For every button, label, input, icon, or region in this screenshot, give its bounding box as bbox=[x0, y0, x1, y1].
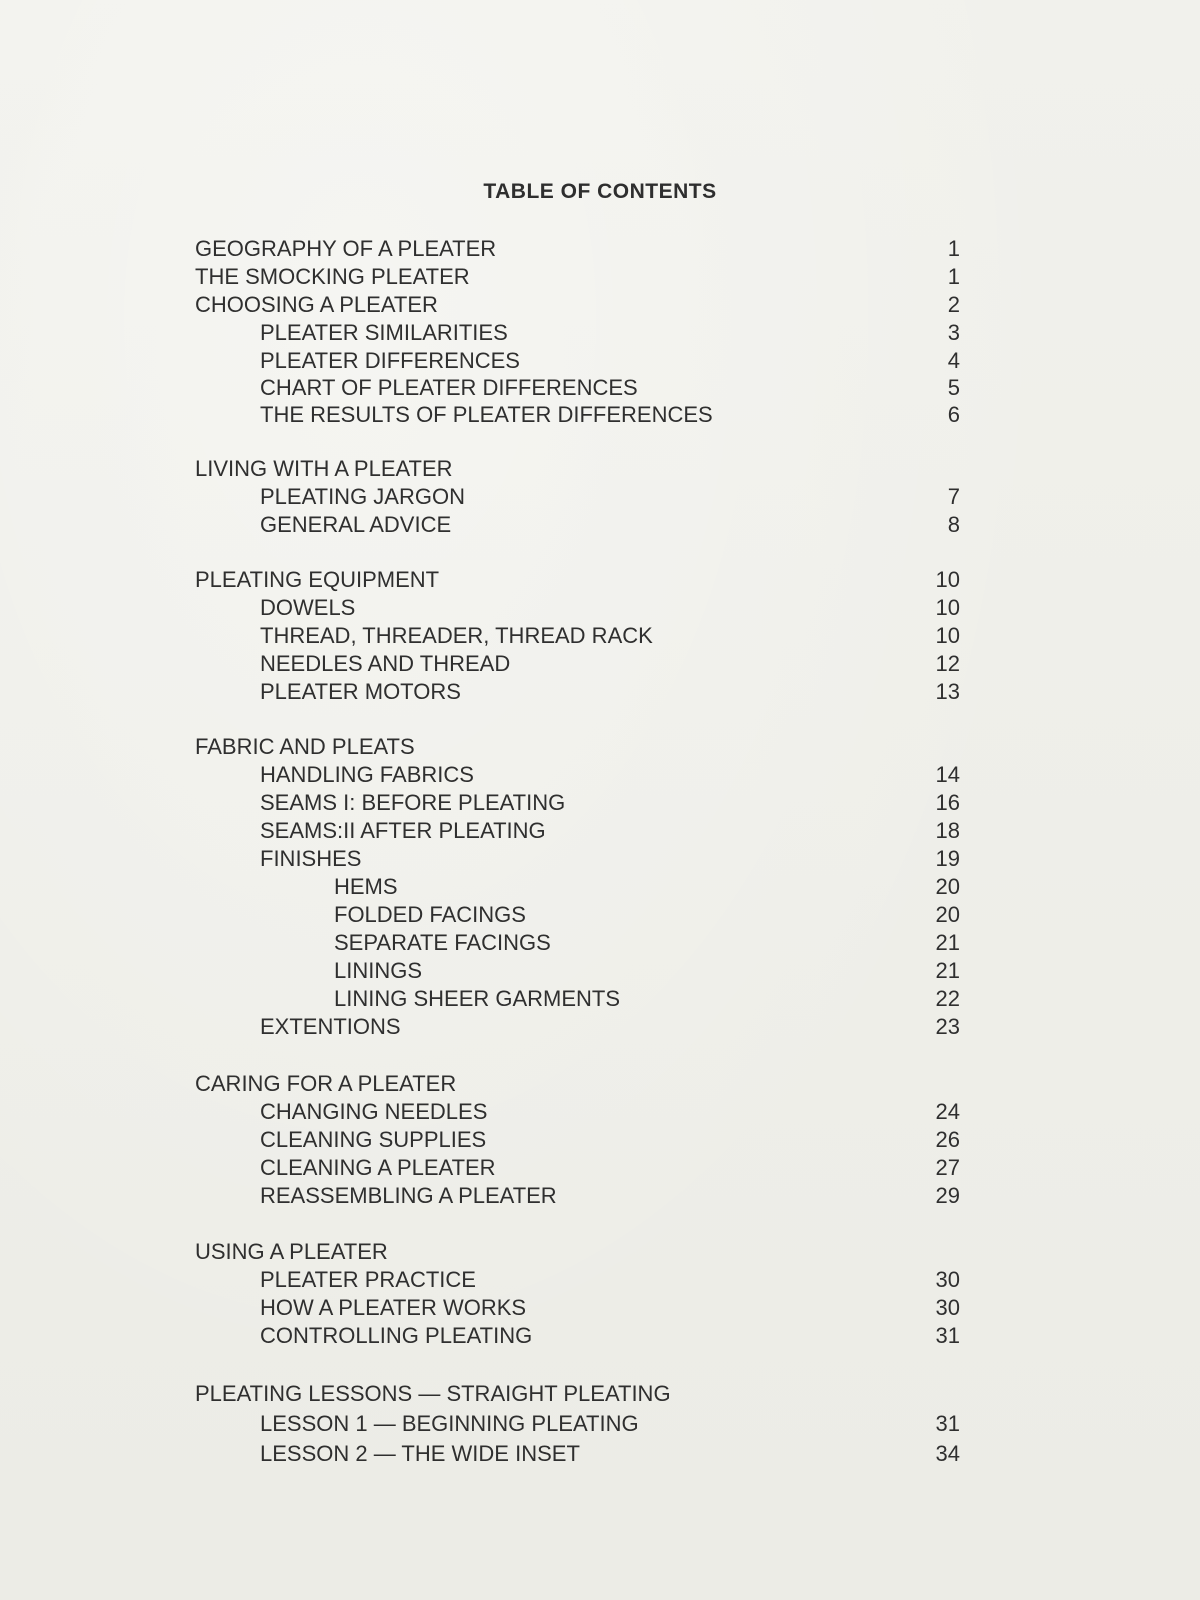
toc-entry-label: USING A PLEATER bbox=[195, 1239, 388, 1264]
toc-entry bbox=[0, 789, 1200, 817]
toc-entry-label: NEEDLES AND THREAD bbox=[260, 651, 511, 676]
toc-entry-page-number: 6 bbox=[947, 402, 960, 427]
toc-entry-label: DOWELS bbox=[260, 595, 356, 620]
toc-entry-page-number: 31 bbox=[935, 1323, 960, 1348]
toc-entry bbox=[0, 845, 1200, 873]
toc-entry-page-number: 21 bbox=[935, 958, 960, 983]
toc-entry-label: CHANGING NEEDLES bbox=[260, 1099, 488, 1124]
toc-entry bbox=[0, 761, 1200, 789]
toc-entry-label: THE SMOCKING PLEATER bbox=[195, 264, 470, 289]
toc-entry-label: GENERAL ADVICE bbox=[260, 512, 452, 537]
toc-entry bbox=[0, 1294, 1200, 1322]
toc-entry-label: THE RESULTS OF PLEATER DIFFERENCES bbox=[260, 402, 713, 427]
toc-entry bbox=[0, 622, 1200, 650]
toc-entry-page-number: 30 bbox=[935, 1295, 960, 1320]
toc-entry bbox=[0, 957, 1200, 985]
toc-entry-label: CONTROLLING PLEATING bbox=[260, 1323, 533, 1348]
toc-entry bbox=[0, 929, 1200, 957]
toc-entry-label: CLEANING A PLEATER bbox=[260, 1155, 496, 1180]
toc-entry-page-number: 23 bbox=[935, 1014, 960, 1039]
toc-entry bbox=[0, 1154, 1200, 1182]
toc-entry-page-number: 12 bbox=[935, 651, 960, 676]
toc-entry-label: HOW A PLEATER WORKS bbox=[260, 1295, 527, 1320]
toc-entry bbox=[0, 901, 1200, 929]
toc-entry-label: LESSON 1 — BEGINNING PLEATING bbox=[260, 1411, 639, 1436]
toc-entry bbox=[0, 374, 1200, 402]
toc-entry-page-number: 3 bbox=[947, 320, 960, 345]
toc-entry-label: PLEATER SIMILARITIES bbox=[260, 320, 508, 345]
toc-entry-page-number: 34 bbox=[935, 1441, 960, 1466]
toc-entry bbox=[0, 733, 1200, 761]
toc-entry-label: PLEATER PRACTICE bbox=[260, 1267, 476, 1292]
toc-entry bbox=[0, 1266, 1200, 1294]
toc-entry-label: HEMS bbox=[334, 874, 398, 899]
toc-entry-page-number: 27 bbox=[935, 1155, 960, 1180]
toc-entry-label: CARING FOR A PLEATER bbox=[195, 1071, 457, 1096]
toc-entry-page-number: 31 bbox=[935, 1411, 960, 1436]
toc-entry bbox=[0, 1380, 1200, 1408]
toc-entry bbox=[0, 455, 1200, 483]
toc-entry-label: PLEATER DIFFERENCES bbox=[260, 348, 520, 373]
toc-entry-label: THREAD, THREADER, THREAD RACK bbox=[260, 623, 653, 648]
toc-entry bbox=[0, 1070, 1200, 1098]
toc-entry-label: PLEATING JARGON bbox=[260, 484, 465, 509]
toc-entry bbox=[0, 873, 1200, 901]
toc-entry-page-number: 10 bbox=[935, 567, 960, 592]
toc-entry bbox=[0, 483, 1200, 511]
toc-entry bbox=[0, 566, 1200, 594]
toc-entry-label: CHOOSING A PLEATER bbox=[195, 292, 438, 317]
toc-entry bbox=[0, 1182, 1200, 1210]
toc-entry-label: PLEATER MOTORS bbox=[260, 679, 461, 704]
toc-entry bbox=[0, 401, 1200, 429]
toc-entry-label: GEOGRAPHY OF A PLEATER bbox=[195, 236, 497, 261]
toc-entry bbox=[0, 1410, 1200, 1438]
toc-entry-label: SEPARATE FACINGS bbox=[334, 930, 551, 955]
toc-entry-page-number: 26 bbox=[935, 1127, 960, 1152]
toc-entry bbox=[0, 1126, 1200, 1154]
toc-entry-label: PLEATING LESSONS — STRAIGHT PLEATING bbox=[195, 1381, 671, 1406]
toc-entry bbox=[0, 1440, 1200, 1468]
toc-entry-label: LESSON 2 — THE WIDE INSET bbox=[260, 1441, 580, 1466]
toc-entry bbox=[0, 347, 1200, 375]
toc-entry-label: CLEANING SUPPLIES bbox=[260, 1127, 487, 1152]
toc-entry-label: SEAMS:II AFTER PLEATING bbox=[260, 818, 546, 843]
toc-entry bbox=[0, 678, 1200, 706]
toc-entry bbox=[0, 263, 1200, 291]
toc-entry-page-number: 24 bbox=[935, 1099, 960, 1124]
toc-entry-label: SEAMS I: BEFORE PLEATING bbox=[260, 790, 566, 815]
toc-entry-page-number: 30 bbox=[935, 1267, 960, 1292]
toc-entry-label: FABRIC AND PLEATS bbox=[195, 734, 415, 759]
toc-entry bbox=[0, 985, 1200, 1013]
toc-entry bbox=[0, 650, 1200, 678]
toc-entry-page-number: 18 bbox=[935, 818, 960, 843]
toc-entry-page-number: 16 bbox=[935, 790, 960, 815]
page-title: TABLE OF CONTENTS bbox=[483, 180, 717, 203]
toc-entry-page-number: 5 bbox=[947, 375, 960, 400]
toc-entry-label: LIVING WITH A PLEATER bbox=[195, 456, 453, 481]
toc-entry-page-number: 4 bbox=[947, 348, 960, 373]
toc-entry bbox=[0, 1322, 1200, 1350]
toc-entry-page-number: 29 bbox=[935, 1183, 960, 1208]
toc-entry-label: FINISHES bbox=[260, 846, 362, 871]
toc-entry-label: FOLDED FACINGS bbox=[334, 902, 526, 927]
toc-entry-label: LINING SHEER GARMENTS bbox=[334, 986, 621, 1011]
toc-entry bbox=[0, 817, 1200, 845]
toc-entry-page-number: 10 bbox=[935, 595, 960, 620]
toc-entry-label: LININGS bbox=[334, 958, 423, 983]
toc-entry-page-number: 8 bbox=[947, 512, 960, 537]
toc-entry bbox=[0, 1098, 1200, 1126]
toc-entry-page-number: 20 bbox=[935, 902, 960, 927]
toc-entry bbox=[0, 511, 1200, 539]
toc-entry-page-number: 10 bbox=[935, 623, 960, 648]
toc-entry-page-number: 1 bbox=[947, 236, 960, 261]
toc-entry-page-number: 21 bbox=[935, 930, 960, 955]
toc-entry bbox=[0, 1238, 1200, 1266]
toc-entry-page-number: 7 bbox=[947, 484, 960, 509]
toc-entry bbox=[0, 1013, 1200, 1041]
toc-entry bbox=[0, 319, 1200, 347]
toc-entry-label: HANDLING FABRICS bbox=[260, 762, 474, 787]
toc-entry-page-number: 2 bbox=[947, 292, 960, 317]
toc-entry-page-number: 19 bbox=[935, 846, 960, 871]
toc-entry-page-number: 14 bbox=[935, 762, 960, 787]
toc-entry bbox=[0, 594, 1200, 622]
toc-entry-label: REASSEMBLING A PLEATER bbox=[260, 1183, 557, 1208]
toc-entry-page-number: 13 bbox=[935, 679, 960, 704]
toc-entry-page-number: 22 bbox=[935, 986, 960, 1011]
toc-entry-page-number: 1 bbox=[947, 264, 960, 289]
toc-entry-label: EXTENTIONS bbox=[260, 1014, 401, 1039]
toc-entry-label: PLEATING EQUIPMENT bbox=[195, 567, 440, 592]
toc-entry-label: CHART OF PLEATER DIFFERENCES bbox=[260, 375, 638, 400]
toc-entry bbox=[0, 291, 1200, 319]
toc-entry-page-number: 20 bbox=[935, 874, 960, 899]
toc-entry bbox=[0, 235, 1200, 263]
